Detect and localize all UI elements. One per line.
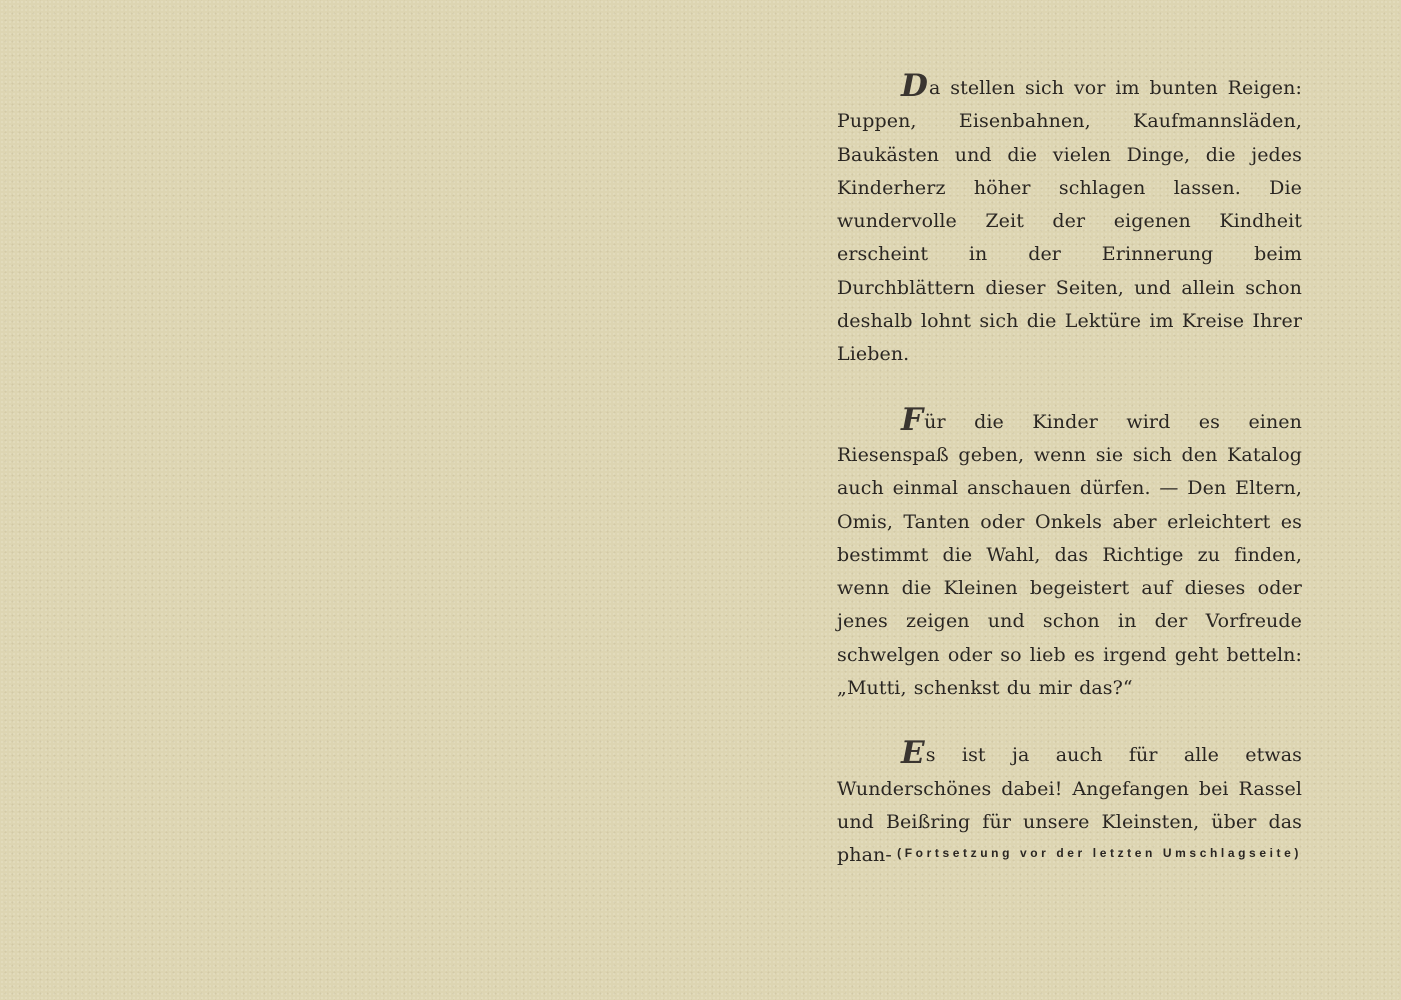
left-page-blank — [0, 0, 700, 1000]
continuation-note: (Fortsetzung vor der letzten Umschlagseite) — [897, 846, 1302, 860]
paragraph-2 — [837, 401, 1302, 706]
paragraph-text: ür die Kinder wird es einen Riesenspaß geben, wenn sie sich den Katalog auch einmal anschauen dürfen. — Den Eltern, Omis, Tanten oder Onkels aber erleichtert es bestimmt die Wahl, das Richtige zu finden, wenn die Kleinen begeistert auf dieses oder jenes zeigen und schon in der Vorfreude schwelgen oder so lieb es irgend geht betteln: „Mutti, schenkst du mir das?“ — [837, 410, 1302, 700]
paragraph-text: s ist ja auch für alle etwas Wunderschönes dabei! Angefangen bei Rassel und Beißring für unsere Kleinsten, über das phan- — [837, 744, 1302, 867]
paragraph-text: a stellen sich vor im bunten Reigen: Puppen, Eisenbahnen, Kaufmannsläden, Baukästen und die vielen Dinge, die jedes Kinderherz höher schlagen lassen. Die wundervolle Zeit der eigenen Kindheit erscheint in der Erinnerung beim Durchblättern dieser Seiten, und allein schon deshalb lohnt sich die Lektüre im Kreise Ihrer Lieben. — [837, 77, 1302, 366]
right-page — [700, 0, 1401, 1000]
paragraph-1 — [837, 68, 1302, 372]
decorative-initial: F — [901, 401, 924, 438]
decorative-initial: D — [901, 68, 928, 104]
body-text — [837, 68, 1302, 873]
decorative-initial: E — [901, 735, 925, 772]
